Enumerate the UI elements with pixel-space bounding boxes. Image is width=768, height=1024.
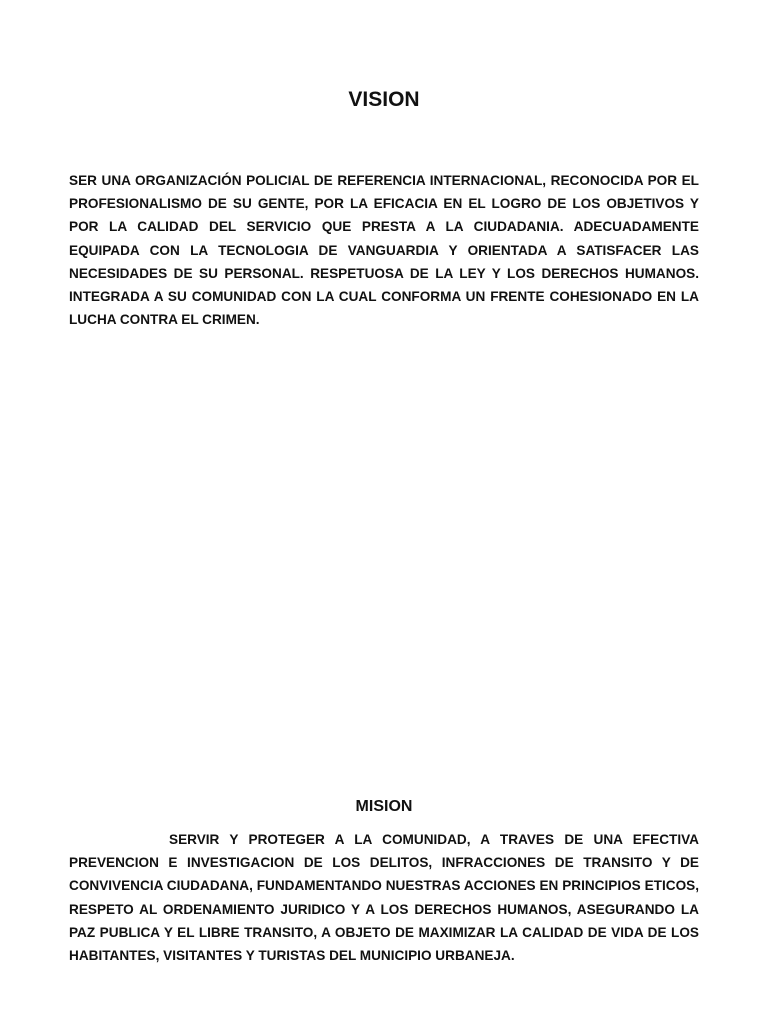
mision-paragraph: SERVIR Y PROTEGER A LA COMUNIDAD, A TRAVES DE UNA EFECTIVA PREVENCION E INVESTIGACION DE LOS DELITOS, INFRACCIONES DE TRANSITO Y DE CONVIVENCIA CIUDADANA, FUNDAMENTANDO NUESTRAS ACCIONES EN PRINCIPIOS ETICOS, RESPETO AL ORDENAMIENTO JURIDICO Y A LOS DERECHOS HUMANOS, ASEGURANDO LA PAZ PUBLICA Y EL LIBRE TRANSITO, A OBJETO DE MAXIMIZAR LA CALIDAD DE VIDA DE LOS HABITANTES, VISITANTES Y TURISTAS DEL MUNICIPIO URBANEJA.	[69, 832, 699, 964]
vision-heading: VISION	[348, 88, 420, 111]
vision-paragraph: SER UNA ORGANIZACIÓN POLICIAL DE REFERENCIA INTERNACIONAL, RECONOCIDA POR EL PROFESIONALISMO DE SU GENTE, POR LA EFICACIA EN EL LOGRO DE LOS OBJETIVOS Y POR LA CALIDAD DEL SERVICIO QUE PRESTA A LA CIUDADANIA. ADECUADAMENTE EQUIPADA CON LA TECNOLOGIA DE VANGUARDIA Y ORIENTADA A SATISFACER LAS NECESIDADES DE SU PERSONAL. RESPETUOSA DE LA LEY Y LOS DERECHOS HUMANOS. INTEGRADA A SU COMUNIDAD CON LA CUAL CONFORMA UN FRENTE COHESIONADO EN LA LUCHA CONTRA EL CRIMEN.	[69, 173, 699, 328]
mision-heading: MISION	[355, 798, 413, 815]
